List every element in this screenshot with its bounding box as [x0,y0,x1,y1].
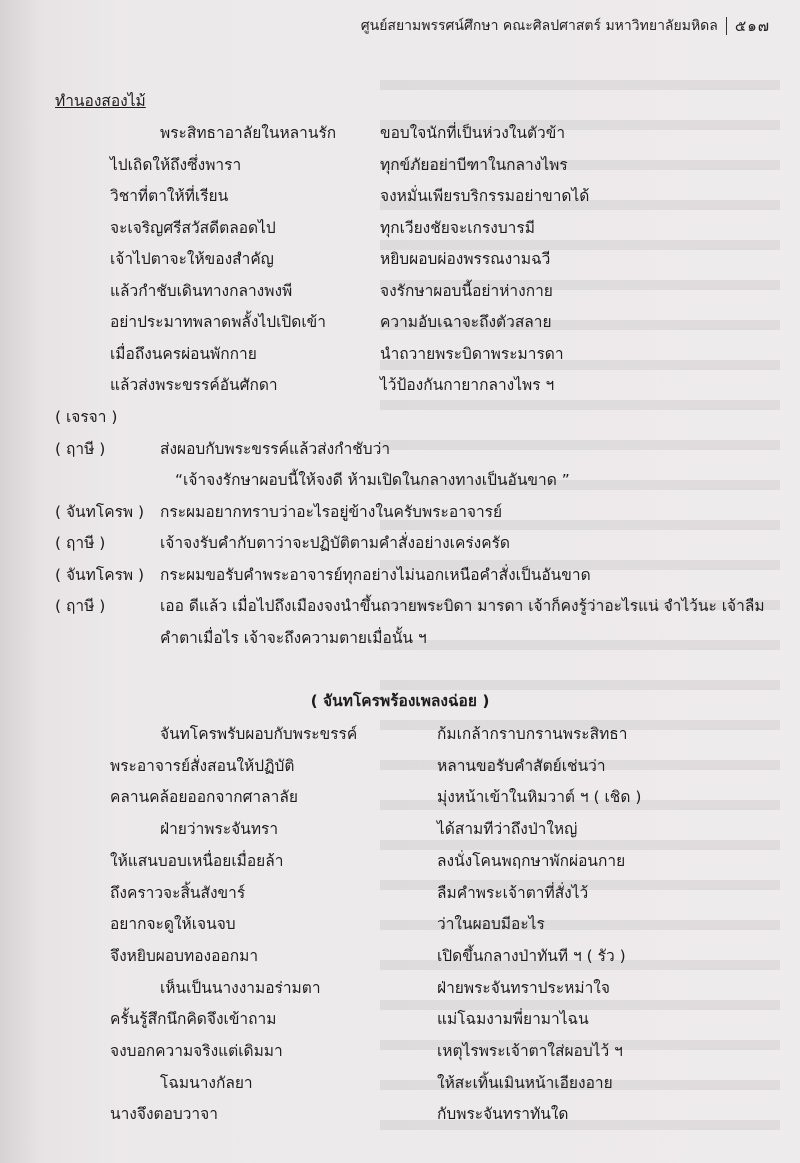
verse-line-left: เห็นเป็นนางงามอร่ามตา [160,978,321,997]
verse-line-left: วิชาที่ตาให้ที่เรียน [110,187,229,205]
speaker-label: ( จันทโครพ ) [55,565,145,584]
verse-line-right: ทุกเวียงชัยจะเกรงบารมี [380,218,535,237]
verse-line-right: เหตุไรพระเจ้าตาใส่ผอบไว้ ฯ [437,1042,623,1060]
running-title: ศูนย์สยามพรรศน์ศึกษา คณะศิลปศาสตร์ มหาวิทยาลัยมหิดล [360,18,718,34]
speaker-label: ( ฤาษี ) [55,597,106,615]
dialogue-text: คำตาเมื่อไร เจ้าจะถึงความตายเมื่อนั้น ฯ [160,628,427,647]
running-header [361,14,770,38]
verse-line-right: หลานขอรับคำสัตย์เช่นว่า [437,756,606,775]
verse-line-right: ก้มเกล้ากราบกรานพระสิทธา [437,725,628,743]
verse-line-right: จงรักษาผอบนี้อย่าห่างกาย [380,281,553,300]
verse-line-right: ลงนั่งโคนพฤกษาพักผ่อนกาย [437,851,626,870]
verse-line-left: จันทโครพรับผอบกับพระขรรค์ [160,725,358,743]
speaker-label: ( ฤาษี ) [55,439,106,458]
verse-line-left: นางจึงตอบวาจา [110,1105,218,1124]
dialogue-text: เออ ดีแล้ว เมื่อไปถึงเมืองจงนำขึ้นถวายพระบิดา มารดา เจ้าก็คงรู้ว่าอะไรแน่ จำไว้นะ เจ้าลืม [160,597,765,615]
verse-line-right: จงหมั่นเพียรบริกรรมอย่าขาดได้ [380,187,590,205]
verse-line-right: ว่าในผอบมีอะไร [437,915,545,934]
verse-line-right: ทุกข์ภัยอย่าบีฑาในกลางไพร [380,155,568,174]
dialogue-text: กระผมขอรับคำพระอาจารย์ทุกอย่างไม่นอกเหนือคำสั่งเป็นอันขาด [160,565,591,584]
dialogue-text: “เจ้าจงรักษาผอบนี้ให้จงดี ห้ามเปิดในกลางทางเป็นอันขาด ” [175,471,570,489]
verse-line-left: โฉมนางกัลยา [160,1073,253,1092]
dialogue-text: ส่งผอบกับพระขรรค์แล้วส่งกำชับว่า [160,439,391,458]
verse-line-left: ฝ่ายว่าพระจันทรา [160,820,279,839]
verse-line-right: กับพระจันทราทันใด [437,1105,569,1124]
verse-line-right: แม่โฉมงามพี่ยามาไฉน [437,1010,589,1029]
verse-line-left: อย่าประมาทพลาดพลั้งไปเปิดเข้า [110,313,326,331]
verse-line-right: หยิบผอบผ่องพรรณงามฉวี [380,250,551,268]
verse-line-left: ครั้นรู้สึกนึกคิดจึงเข้าถาม [110,1010,277,1029]
verse-line-right: ฝ่ายพระจันทราประหม่าใจ [437,978,610,997]
verse-line-left: จงบอกความจริงแต่เดิมมา [110,1042,283,1060]
verse-line-right: มุ่งหน้าเข้าในหิมวาต์ ฯ ( เชิด ) [437,788,642,807]
verse-line-right: ลืมคำพระเจ้าตาที่สั่งไว้ [437,883,589,902]
verse-line-left: จึงหยิบผอบทองออกมา [110,946,259,965]
speaker-label: ( จันทโครพ ) [55,502,145,521]
dialogue-text: เจ้าจงรับคำกับตาว่าจะปฏิบัติตามคำสั่งอย่างเคร่งครัด [160,534,510,552]
song-title: ( จันทโครพร้องเพลงฉ่อย ) [310,692,490,710]
verse-line-right: ได้สามทีว่าถึงป่าใหญ่ [437,820,578,839]
speaker-label: ( ฤาษี ) [55,534,106,552]
verse-line-left: จะเจริญศรีสวัสดีตลอดไป [110,218,276,237]
verse-line-left: แล้วกำชับเดินทางกลางพงพี [110,281,293,300]
verse-line-left: ให้แสนบอบเหนื่อยเมื่อยล้า [110,851,284,870]
verse-line-right: เปิดขึ้นกลางป่าทันที ฯ ( รัว ) [437,946,626,965]
verse-line-right: ให้สะเทิ้นเมินหน้าเอียงอาย [437,1073,613,1092]
page-number: ๕๑๗ [734,17,770,35]
verse-line-right: ความอับเฉาจะถึงตัวสลาย [380,313,552,331]
verse-line-right: นำถวายพระบิดาพระมารดา [380,344,564,363]
speaker-label: ( เจรจา ) [55,408,118,426]
header-divider [726,17,727,35]
verse-line-right: ขอบใจนักที่เป็นห่วงในตัวข้า [380,124,566,142]
verse-line-left: ไปเถิดให้ถึงซึ่งพารา [110,155,242,174]
verse-line-left: พระสิทธาอาลัยในหลานรัก [160,124,337,142]
verse-line-left: เมื่อถึงนครผ่อนพักกาย [110,344,257,363]
section-heading: ทำนองสองไม้ [55,92,146,110]
verse-line-left: คลานคล้อยออกจากศาลาลัย [110,788,298,807]
verse-line-left: แล้วส่งพระขรรค์อันศักดา [110,376,278,394]
verse-line-left: เจ้าไปตาจะให้ของสำคัญ [110,250,274,268]
dialogue-text: กระผมอยากทราบว่าอะไรอยู่ข้างในครับพระอาจารย์ [160,502,503,521]
verse-line-left: อยากจะดูให้เจนจบ [110,915,236,934]
verse-line-left: พระอาจารย์สั่งสอนให้ปฏิบัติ [110,756,295,775]
verse-line-right: ไว้ป้องกันกายากลางไพร ฯ [380,376,555,394]
verse-line-left: ถึงคราวจะสิ้นสังขาร์ [110,883,246,902]
